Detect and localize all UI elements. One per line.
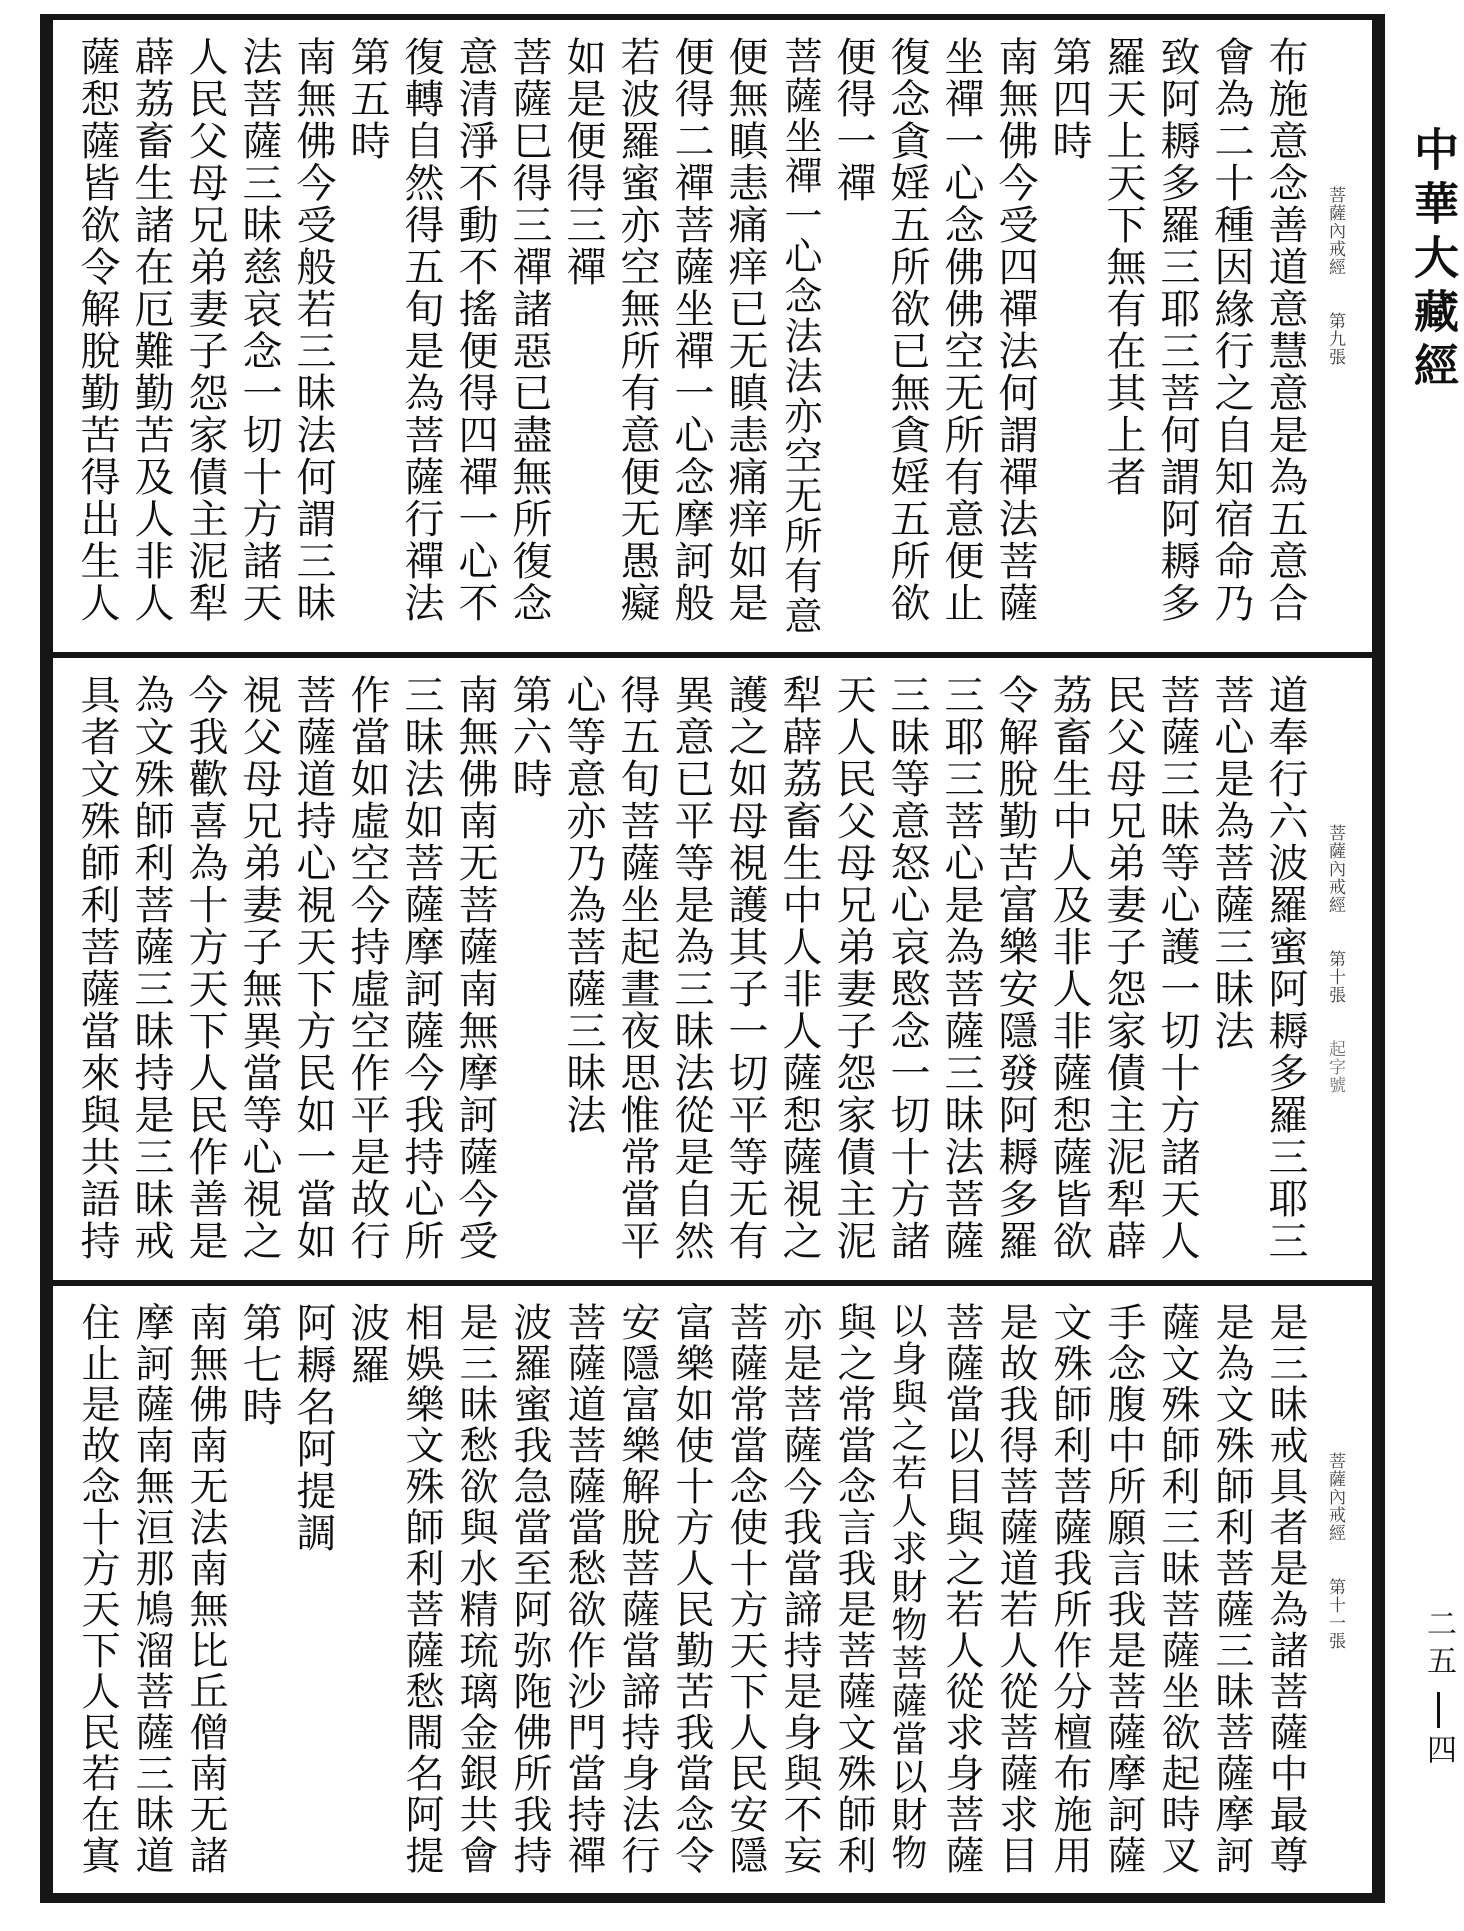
- page-number-leaf: 四: [1422, 1734, 1455, 1771]
- text-column: 手念腹中所願言我是菩薩摩訶薩: [1102, 1302, 1145, 1876]
- text-column: 今我歡喜為十方天下人民作善是: [183, 674, 228, 1262]
- text-column: 菩薩道持心視天下方民如一當如: [291, 674, 336, 1262]
- text-column: 南無佛今受般若三昧法何謂三昧: [291, 36, 336, 624]
- text-column: 心等意亦乃為菩薩三昧法: [561, 674, 606, 1136]
- page-number-volume: 二五: [1422, 1608, 1455, 1682]
- text-column: 以身與之若人求財物菩薩當以財物: [887, 1302, 927, 1872]
- text-column: 三耶三菩心是為菩薩三昧法菩薩: [939, 674, 984, 1262]
- margin-note-mark: [1326, 366, 1345, 402]
- margin-note-sutra-title: 菩薩內戒經: [1326, 1452, 1345, 1542]
- text-column: 會為二十種因緣行之自知宿命乃: [1209, 36, 1254, 624]
- text-column: 亦是菩薩今我當諦持是身與不妄: [778, 1302, 821, 1876]
- text-column: 住止是故念十方天下人民若在寘: [76, 1302, 119, 1876]
- text-column: 菩薩道菩薩當愁欲作沙門當持禪: [562, 1302, 605, 1876]
- text-column: 護之如母視護其子一切平等无有: [723, 674, 768, 1262]
- text-column: 復轉自然得五旬是為菩薩行禪法: [399, 36, 444, 624]
- canon-title: 中華大藏經: [1407, 126, 1457, 396]
- text-column: 安隱富樂解脫菩薩當諦持身法行: [616, 1302, 659, 1876]
- margin-note-sutra-title: 菩薩內戒經: [1326, 186, 1345, 276]
- text-column: 便得一禪: [831, 36, 876, 204]
- text-column: 是故我得菩薩道若人從菩薩求目: [994, 1302, 1037, 1876]
- text-column: 是為文殊師利菩薩三昧菩薩摩訶: [1210, 1302, 1253, 1876]
- register-2: [53, 658, 1372, 1280]
- text-column: 菩薩巳得三禪諸惡已盡無所復念: [507, 36, 552, 624]
- text-column: 羅天上天下無有在其上者: [1101, 36, 1146, 498]
- text-column: 薩惒薩皆欲令解脫勤苦得出生人: [75, 36, 120, 624]
- margin-note-sheet-number: 第九張: [1326, 312, 1345, 366]
- text-column: 菩薩坐禪一心念法法亦空无所有意: [778, 36, 820, 636]
- text-column: 阿耨名阿提調: [291, 1302, 336, 1554]
- margin-note-sheet-number: 第十一張: [1326, 1578, 1345, 1650]
- text-column: 是三昧戒具者是為諸菩薩中最尊: [1264, 1302, 1307, 1876]
- text-column: 三昧法如菩薩摩訶薩今我持心所: [399, 674, 444, 1262]
- text-column: 坐禪一心念佛佛空无所有意便止: [939, 36, 984, 624]
- text-column: 復念貪婬五所欲已無貪婬五所欲: [885, 36, 930, 624]
- text-column: 便得二禪菩薩坐禪一心念摩訶般: [669, 36, 714, 624]
- text-column: 法菩薩三昧慈哀念一切十方諸天: [237, 36, 282, 624]
- text-column: 三昧等意怒心哀愍念一切十方諸: [885, 674, 930, 1262]
- register-1: [53, 20, 1372, 652]
- text-column: 意清淨不動不搖便得四禪一心不: [453, 36, 498, 624]
- sheet-margin-note: [1312, 1302, 1358, 1885]
- text-column: 荔畜生中人及非人非薩惒薩皆欲: [1047, 674, 1092, 1262]
- sheet-margin-note: [1312, 674, 1358, 1272]
- margin-note-sutra-title: 菩薩內戒經: [1326, 824, 1345, 914]
- margin-note-mark: [1326, 1650, 1345, 1686]
- text-column: 富樂如使十方人民勤苦我當念令: [670, 1302, 713, 1876]
- text-column: 菩心是為菩薩三昧法: [1209, 674, 1254, 1052]
- text-column: 作當如虛空今持虛空作平是故行: [345, 674, 390, 1262]
- text-column: 為文殊師利菩薩三昧持是三昧戒: [129, 674, 174, 1262]
- text-column: 摩訶薩南無洹那鳩溜菩薩三昧道: [130, 1302, 173, 1876]
- text-column: 是三昧愁欲與水精琉璃金銀共會: [454, 1302, 497, 1876]
- margin-note-mark: 起字號: [1326, 1040, 1345, 1094]
- text-column: 具者文殊師利菩薩當來與共語持: [75, 674, 120, 1262]
- text-area-frame: [40, 14, 1385, 1903]
- page-number-dash: [1437, 1692, 1440, 1728]
- text-column: 菩薩三昧等心護一切十方諸天人: [1155, 674, 1200, 1262]
- text-column: 南無佛今受四禪法何謂禪法菩薩: [993, 36, 1038, 624]
- text-column: 南無佛南无菩薩南無摩訶薩今受: [453, 674, 498, 1262]
- register-3: [53, 1286, 1372, 1893]
- text-column: 薜荔畜生諸在厄難勤苦及人非人: [129, 36, 174, 624]
- section-heading-column: 第七時: [237, 1302, 282, 1428]
- text-column: 布施意念善道意慧意是為五意合: [1263, 36, 1308, 624]
- text-column: 薩文殊師利三昧菩薩坐欲起時叉: [1156, 1302, 1199, 1876]
- section-heading-column: 第五時: [345, 36, 390, 162]
- text-column: 文殊師利菩薩我所作分檀布施用: [1048, 1302, 1091, 1876]
- text-column: 得五旬菩薩坐起晝夜思惟常當平: [615, 674, 660, 1262]
- sheet-margin-note: [1312, 36, 1358, 644]
- text-column: 民父母兄弟妻子怨家債主泥犁薜: [1101, 674, 1146, 1262]
- text-column: 視父母兄弟妻子無異當等心視之: [237, 674, 282, 1262]
- text-column: 致阿耨多羅三耶三菩何謂阿耨多: [1155, 36, 1200, 624]
- text-column: 波羅蜜我急當至阿弥陁佛所我持: [508, 1302, 551, 1876]
- text-column: 便無瞋恚痛痒已无瞋恚痛痒如是: [723, 36, 768, 624]
- text-column: 如是便得三禪: [561, 36, 606, 288]
- text-column: 道奉行六波羅蜜阿耨多羅三耶三: [1263, 674, 1308, 1262]
- text-column: 若波羅蜜亦空無所有意便无愚癡: [615, 36, 660, 624]
- text-column: 犁薜荔畜生中人非人薩惒薩視之: [777, 674, 822, 1262]
- section-heading-column: 第六時: [507, 674, 552, 800]
- text-column: 令解脫勤苦富樂安隱發阿耨多羅: [993, 674, 1038, 1262]
- page-number: [1412, 1608, 1464, 1771]
- text-column: 人民父母兄弟妻子怨家債主泥犁: [183, 36, 228, 624]
- text-column: 菩薩當以目與之若人從求身菩薩: [940, 1302, 983, 1876]
- text-column: 異意已平等是為三昧法從是自然: [669, 674, 714, 1262]
- text-column: 波羅: [345, 1302, 390, 1386]
- text-column: 天人民父母兄弟妻子怨家債主泥: [831, 674, 876, 1262]
- text-column: 相娛樂文殊師利菩薩愁閙名阿提: [400, 1302, 443, 1876]
- section-heading-column: 第四時: [1047, 36, 1092, 162]
- margin-note-sheet-number: 第十張: [1326, 950, 1345, 1004]
- text-column: 菩薩常當念使十方天下人民安隱: [724, 1302, 767, 1876]
- text-column: 與之常當念言我是菩薩文殊師利: [832, 1302, 875, 1876]
- text-column: 南無佛南无法南無比丘僧南无諸: [184, 1302, 227, 1876]
